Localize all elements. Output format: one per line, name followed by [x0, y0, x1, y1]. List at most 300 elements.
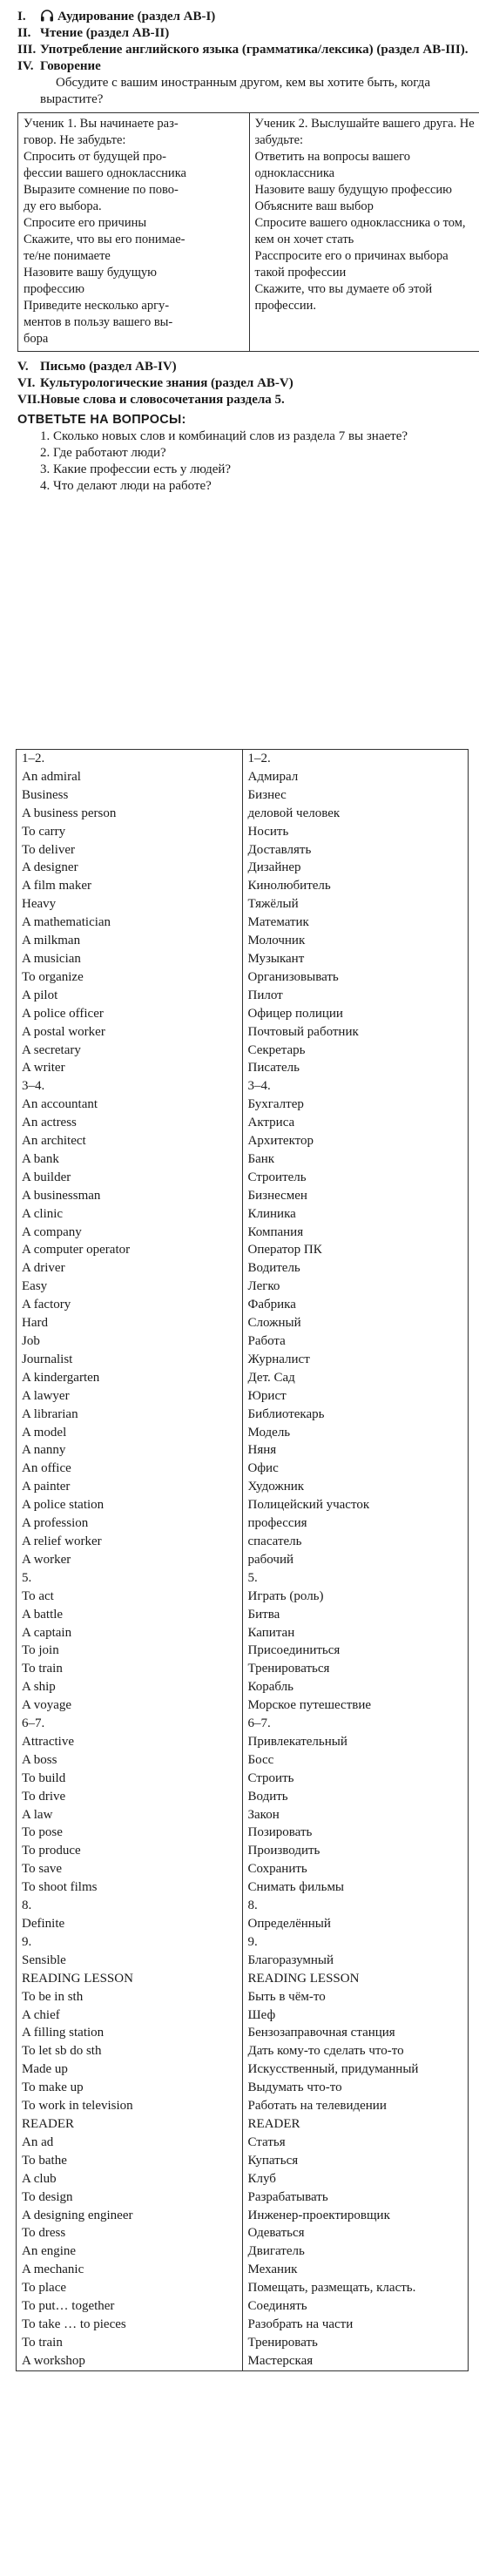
- russian-translation: 8.: [242, 1897, 469, 1915]
- russian-translation: Статья: [242, 2134, 469, 2152]
- english-term: Attractive: [17, 1733, 243, 1751]
- section-number: I.: [17, 10, 26, 24]
- russian-translation: Быть в чём-то: [242, 1988, 469, 2006]
- russian-translation: Тренироваться: [242, 1660, 469, 1678]
- dialogue-line: Скажите, что вы думаете об этой профессии.: [254, 282, 433, 313]
- english-term: 9.: [17, 1933, 243, 1952]
- english-term: Job: [17, 1332, 243, 1351]
- russian-translation: Офис: [242, 1460, 469, 1478]
- vocabulary-row: [17, 1569, 469, 1588]
- russian-translation: Капитан: [242, 1624, 469, 1642]
- english-term: A painter: [17, 1478, 243, 1496]
- english-term: A milkman: [17, 932, 243, 950]
- section-new-words: [17, 392, 470, 408]
- vocabulary-row: [17, 1696, 469, 1715]
- russian-translation: Библиотекарь: [242, 1406, 469, 1424]
- english-term: A musician: [17, 950, 243, 968]
- russian-translation: Снимать фильмы: [242, 1878, 469, 1897]
- dialogue-line: профессию: [24, 282, 84, 296]
- russian-translation: Битва: [242, 1606, 469, 1624]
- vocabulary-row: [17, 1351, 469, 1369]
- english-term: To take … to pieces: [17, 2316, 243, 2334]
- vocabulary-row: [17, 1588, 469, 1606]
- english-term: To deliver: [17, 841, 243, 860]
- english-term: Made up: [17, 2060, 243, 2079]
- vocabulary-row: [17, 1387, 469, 1406]
- vocabulary-row: [17, 987, 469, 1005]
- russian-translation: Строить: [242, 1770, 469, 1788]
- russian-translation: Двигатель: [242, 2242, 469, 2261]
- vocabulary-row: [17, 1296, 469, 1314]
- russian-translation: 5.: [242, 1569, 469, 1588]
- russian-translation: Музыкант: [242, 950, 469, 968]
- english-term: A worker: [17, 1551, 243, 1569]
- english-term: Sensible: [17, 1952, 243, 1970]
- vocabulary-row: [17, 1241, 469, 1259]
- dialogue-line: Ответить на вопросы вашего одноклассника: [254, 150, 410, 180]
- dialogue-line: ду его выбора.: [24, 199, 102, 213]
- english-term: A designer: [17, 859, 243, 877]
- english-term: A clinic: [17, 1205, 243, 1224]
- vocabulary-row: [17, 1806, 469, 1824]
- russian-translation: Морское путешествие: [242, 1696, 469, 1715]
- vocabulary-row: [17, 914, 469, 932]
- english-term: To build: [17, 1770, 243, 1788]
- russian-translation: Актриса: [242, 1114, 469, 1132]
- questions-heading: ОТВЕТЬТЕ НА ВОПРОСЫ:: [17, 413, 186, 427]
- russian-translation: Работа: [242, 1332, 469, 1351]
- speaking-task: Обсудите с вашим иностранным другом, кем вы хотите быть, когда вырастите?: [40, 76, 430, 106]
- vocabulary-row: [17, 1077, 469, 1096]
- dialogue-line: Ученик 2. Выслушайте вашего друга. Не забудьте:: [254, 117, 475, 147]
- vocabulary-row: [17, 1150, 469, 1169]
- english-term: 1–2.: [17, 750, 243, 768]
- english-term: A model: [17, 1424, 243, 1442]
- russian-translation: Бензозаправочная станция: [242, 2024, 469, 2042]
- english-term: To organize: [17, 968, 243, 987]
- vocabulary-row: [17, 2024, 469, 2042]
- vocabulary-row: [17, 2115, 469, 2134]
- vocabulary-row: [17, 968, 469, 987]
- vocabulary-row: [17, 1441, 469, 1460]
- vocabulary-body: [17, 750, 469, 2371]
- vocabulary-row: [17, 1224, 469, 1242]
- english-term: A police officer: [17, 1005, 243, 1023]
- vocabulary-row: [17, 768, 469, 786]
- vocabulary-row: [17, 1187, 469, 1205]
- vocabulary-row: [17, 2134, 469, 2152]
- vocabulary-row: [17, 2006, 469, 2025]
- vocabulary-row: [17, 932, 469, 950]
- vocabulary-row: [17, 2261, 469, 2279]
- dialogue-line: Приведите несколько аргу-: [24, 299, 170, 313]
- english-term: A club: [17, 2170, 243, 2188]
- dialogue-line: Ученик 1. Вы начинаете раз-: [24, 117, 179, 131]
- english-term: 3–4.: [17, 1077, 243, 1096]
- headphones-icon: [40, 10, 54, 22]
- russian-translation: 9.: [242, 1933, 469, 1952]
- vocabulary-row: [17, 950, 469, 968]
- english-term: A profession: [17, 1514, 243, 1533]
- section-label: Аудирование (раздел АВ-I): [57, 10, 216, 24]
- english-term: To drive: [17, 1788, 243, 1806]
- russian-translation: Выдумать что-то: [242, 2079, 469, 2097]
- english-term: To carry: [17, 823, 243, 841]
- english-term: A secretary: [17, 1042, 243, 1060]
- vocabulary-row: [17, 859, 469, 877]
- russian-translation: Играть (роль): [242, 1588, 469, 1606]
- vocabulary-row: [17, 2170, 469, 2188]
- english-term: A lawyer: [17, 1387, 243, 1406]
- english-term: A police station: [17, 1496, 243, 1514]
- tasks-block: [17, 9, 475, 495]
- vocabulary-row: [17, 823, 469, 841]
- russian-translation: Тренировать: [242, 2334, 469, 2352]
- english-term: 6–7.: [17, 1715, 243, 1733]
- english-term: READER: [17, 2115, 243, 2134]
- vocabulary-row: [17, 1897, 469, 1915]
- english-term: An accountant: [17, 1096, 243, 1114]
- english-term: A librarian: [17, 1406, 243, 1424]
- vocabulary-row: [17, 750, 469, 768]
- english-term: A designing engineer: [17, 2207, 243, 2225]
- section-label: Новые слова и словосочетания раздела 5.: [40, 393, 285, 407]
- dialogue-line: Спросите его причины: [24, 216, 147, 230]
- vocabulary-row: [17, 1733, 469, 1751]
- russian-translation: Почтовый работник: [242, 1023, 469, 1042]
- vocabulary-row: [17, 1751, 469, 1770]
- question-item: 4. Что делают люди на работе?: [40, 479, 212, 493]
- russian-translation: Легко: [242, 1278, 469, 1296]
- english-term: An engine: [17, 2242, 243, 2261]
- russian-translation: рабочий: [242, 1551, 469, 1569]
- russian-translation: 3–4.: [242, 1077, 469, 1096]
- russian-translation: Закон: [242, 1806, 469, 1824]
- english-term: Easy: [17, 1278, 243, 1296]
- russian-translation: Сложный: [242, 1314, 469, 1332]
- dialogue-line: фессии вашего одноклассника: [24, 166, 186, 180]
- vocabulary-row: [17, 805, 469, 823]
- english-term: 5.: [17, 1569, 243, 1588]
- english-term: To shoot films: [17, 1878, 243, 1897]
- english-term: Hard: [17, 1314, 243, 1332]
- vocabulary-row: [17, 2207, 469, 2225]
- russian-translation: Производить: [242, 1842, 469, 1860]
- dialogue-line: Выразите сомнение по пово-: [24, 183, 179, 197]
- vocabulary-row: [17, 1715, 469, 1733]
- russian-translation: Бизнес: [242, 786, 469, 805]
- english-term: To bathe: [17, 2152, 243, 2170]
- english-term: A law: [17, 1806, 243, 1824]
- english-term: A filling station: [17, 2024, 243, 2042]
- english-term: To let sb do sth: [17, 2042, 243, 2060]
- english-term: To save: [17, 1860, 243, 1878]
- vocabulary-table: [16, 749, 469, 2371]
- dialogue-line: Назовите вашу будущую профессию: [254, 183, 453, 197]
- russian-translation: Компания: [242, 1224, 469, 1242]
- russian-translation: Позировать: [242, 1824, 469, 1842]
- english-term: To put… together: [17, 2297, 243, 2316]
- dialogue-line: бора: [24, 332, 49, 346]
- vocabulary-row: [17, 1878, 469, 1897]
- section-number: VI.: [17, 376, 36, 390]
- vocabulary-row: [17, 1970, 469, 1988]
- russian-translation: Присоединиться: [242, 1642, 469, 1660]
- russian-translation: Мастерская: [242, 2352, 469, 2370]
- vocabulary-row: [17, 786, 469, 805]
- russian-translation: Корабль: [242, 1678, 469, 1696]
- section-label: Чтение (раздел АВ-II): [40, 26, 170, 40]
- section-number: III.: [17, 43, 37, 57]
- vocabulary-row: [17, 1952, 469, 1970]
- english-term: Heavy: [17, 895, 243, 914]
- russian-translation: Водитель: [242, 1259, 469, 1278]
- russian-translation: Разобрать на части: [242, 2316, 469, 2334]
- russian-translation: Няня: [242, 1441, 469, 1460]
- dialogue-line: Спросите вашего одноклассника о том, кем он хочет стать: [254, 216, 466, 246]
- english-term: An ad: [17, 2134, 243, 2152]
- vocabulary-row: [17, 1042, 469, 1060]
- russian-translation: Соединять: [242, 2297, 469, 2316]
- vocabulary-row: [17, 1205, 469, 1224]
- english-term: To place: [17, 2279, 243, 2297]
- section-reading: [17, 25, 470, 42]
- russian-translation: Благоразумный: [242, 1952, 469, 1970]
- english-term: A nanny: [17, 1441, 243, 1460]
- section-label: Письмо (раздел АВ-IV): [40, 360, 177, 374]
- english-term: A workshop: [17, 2352, 243, 2370]
- vocabulary-row: [17, 1551, 469, 1569]
- vocabulary-row: [17, 2188, 469, 2207]
- question-item: 3. Какие профессии есть у людей?: [40, 462, 232, 476]
- english-term: To design: [17, 2188, 243, 2207]
- russian-translation: Дать кому-то сделать что-то: [242, 2042, 469, 2060]
- vocabulary-row: [17, 2334, 469, 2352]
- english-term: A chief: [17, 2006, 243, 2025]
- russian-translation: Шеф: [242, 2006, 469, 2025]
- russian-translation: Банк: [242, 1150, 469, 1169]
- vocabulary-row: [17, 1005, 469, 1023]
- vocabulary-row: [17, 1624, 469, 1642]
- english-term: To act: [17, 1588, 243, 1606]
- english-term: A postal worker: [17, 1023, 243, 1042]
- english-term: To train: [17, 2334, 243, 2352]
- section-label: Говорение: [40, 59, 101, 73]
- vocabulary-row: [17, 1096, 469, 1114]
- russian-translation: Дизайнер: [242, 859, 469, 877]
- russian-translation: Архитектор: [242, 1132, 469, 1150]
- vocabulary-row: [17, 2352, 469, 2370]
- english-term: 8.: [17, 1897, 243, 1915]
- russian-translation: Юрист: [242, 1387, 469, 1406]
- question-item: 1. Сколько новых слов и комбинаций слов из раздела 7 вы знаете?: [40, 429, 408, 443]
- vocabulary-row: [17, 1824, 469, 1842]
- vocabulary-row: [17, 2279, 469, 2297]
- russian-translation: Инженер-проектировщик: [242, 2207, 469, 2225]
- english-term: A relief worker: [17, 1533, 243, 1551]
- vocabulary-row: [17, 2060, 469, 2079]
- vocabulary-row: [17, 1770, 469, 1788]
- section-label: Культурологические знания (раздел АВ-V): [40, 376, 293, 390]
- dialogue-table: [17, 112, 479, 352]
- english-term: To make up: [17, 2079, 243, 2097]
- dialogue-line: Назовите вашу будущую: [24, 266, 157, 280]
- vocabulary-row: [17, 1259, 469, 1278]
- russian-translation: Пилот: [242, 987, 469, 1005]
- english-term: Business: [17, 786, 243, 805]
- russian-translation: спасатель: [242, 1533, 469, 1551]
- vocabulary-row: [17, 1478, 469, 1496]
- russian-translation: Строитель: [242, 1169, 469, 1187]
- vocabulary-row: [17, 1933, 469, 1952]
- dialogue-student-1: [18, 113, 250, 352]
- vocabulary-row: [17, 2224, 469, 2242]
- english-term: To pose: [17, 1824, 243, 1842]
- vocabulary-row: [17, 1915, 469, 1933]
- english-term: A bank: [17, 1150, 243, 1169]
- russian-translation: Носить: [242, 823, 469, 841]
- russian-translation: деловой человек: [242, 805, 469, 823]
- english-term: A businessman: [17, 1187, 243, 1205]
- english-term: A company: [17, 1224, 243, 1242]
- russian-translation: Кинолюбитель: [242, 877, 469, 895]
- english-term: To be in sth: [17, 1988, 243, 2006]
- vocabulary-row: [17, 1514, 469, 1533]
- vocabulary-row: [17, 1114, 469, 1132]
- russian-translation: READING LESSON: [242, 1970, 469, 1988]
- russian-translation: Молочник: [242, 932, 469, 950]
- english-term: A business person: [17, 805, 243, 823]
- russian-translation: Искусственный, придуманный: [242, 2060, 469, 2079]
- russian-translation: Помещать, размещать, класть.: [242, 2279, 469, 2297]
- russian-translation: Привлекательный: [242, 1733, 469, 1751]
- russian-translation: Оператор ПК: [242, 1241, 469, 1259]
- russian-translation: Полицейский участок: [242, 1496, 469, 1514]
- dialogue-line: говор. Не забудьте:: [24, 133, 126, 147]
- vocabulary-row: [17, 2297, 469, 2316]
- dialogue-line: ментов в пользу вашего вы-: [24, 315, 173, 329]
- section-culture: [17, 375, 470, 392]
- russian-translation: Фабрика: [242, 1296, 469, 1314]
- english-term: To dress: [17, 2224, 243, 2242]
- russian-translation: Водить: [242, 1788, 469, 1806]
- russian-translation: профессия: [242, 1514, 469, 1533]
- russian-translation: Бизнесмен: [242, 1187, 469, 1205]
- section-number: II.: [17, 26, 31, 40]
- dialogue-line: Расспросите его о причинах выбора такой профессии: [254, 249, 449, 280]
- english-term: A ship: [17, 1678, 243, 1696]
- russian-translation: Одеваться: [242, 2224, 469, 2242]
- vocabulary-row: [17, 1533, 469, 1551]
- russian-translation: Сохранить: [242, 1860, 469, 1878]
- russian-translation: Тяжёлый: [242, 895, 469, 914]
- russian-translation: Определённый: [242, 1915, 469, 1933]
- section-label: Употребление английского языка (грамматика/лексика) (раздел АВ-III).: [40, 43, 469, 57]
- vocabulary-row: [17, 1314, 469, 1332]
- question-item: 2. Где работают люди?: [40, 446, 166, 460]
- russian-translation: Организовывать: [242, 968, 469, 987]
- russian-translation: Работать на телевидении: [242, 2097, 469, 2115]
- vocabulary-row: [17, 1023, 469, 1042]
- russian-translation: Бухгалтер: [242, 1096, 469, 1114]
- english-term: A mechanic: [17, 2261, 243, 2279]
- vocabulary-row: [17, 841, 469, 860]
- english-term: A writer: [17, 1059, 243, 1077]
- english-term: A kindergarten: [17, 1369, 243, 1387]
- vocabulary-row: [17, 1460, 469, 1478]
- russian-translation: Разрабатывать: [242, 2188, 469, 2207]
- vocabulary-row: [17, 1496, 469, 1514]
- vocabulary-row: [17, 2097, 469, 2115]
- vocabulary-row: [17, 1169, 469, 1187]
- english-term: A film maker: [17, 877, 243, 895]
- vocabulary-row: [17, 877, 469, 895]
- vocabulary-row: [17, 1988, 469, 2006]
- english-term: An architect: [17, 1132, 243, 1150]
- english-term: A pilot: [17, 987, 243, 1005]
- russian-translation: Босс: [242, 1751, 469, 1770]
- english-term: READING LESSON: [17, 1970, 243, 1988]
- russian-translation: Дет. Сад: [242, 1369, 469, 1387]
- vocabulary-row: [17, 1059, 469, 1077]
- english-term: To train: [17, 1660, 243, 1678]
- russian-translation: Клуб: [242, 2170, 469, 2188]
- section-number: V.: [17, 360, 29, 374]
- russian-translation: 1–2.: [242, 750, 469, 768]
- dialogue-line: те/не понимаете: [24, 249, 111, 263]
- english-term: Definite: [17, 1915, 243, 1933]
- dialogue-line: Объясните ваш выбор: [254, 199, 374, 213]
- vocabulary-row: [17, 2079, 469, 2097]
- vocabulary-row: [17, 1278, 469, 1296]
- vocabulary-row: [17, 1642, 469, 1660]
- vocabulary-row: [17, 1332, 469, 1351]
- vocabulary-row: [17, 1660, 469, 1678]
- vocabulary-row: [17, 1788, 469, 1806]
- section-listening: [17, 9, 470, 25]
- russian-translation: Секретарь: [242, 1042, 469, 1060]
- english-term: A captain: [17, 1624, 243, 1642]
- russian-translation: Доставлять: [242, 841, 469, 860]
- russian-translation: Купаться: [242, 2152, 469, 2170]
- section-speaking: [17, 58, 470, 75]
- english-term: To join: [17, 1642, 243, 1660]
- english-term: An office: [17, 1460, 243, 1478]
- russian-translation: 6–7.: [242, 1715, 469, 1733]
- vocabulary-row: [17, 1860, 469, 1878]
- dialogue-line: Спросить от будущей про-: [24, 150, 166, 164]
- vocabulary-row: [17, 1406, 469, 1424]
- english-term: A driver: [17, 1259, 243, 1278]
- dialogue-line: Скажите, что вы его понимае-: [24, 233, 186, 246]
- english-term: To work in television: [17, 2097, 243, 2115]
- russian-translation: Художник: [242, 1478, 469, 1496]
- russian-translation: Писатель: [242, 1059, 469, 1077]
- english-term: A computer operator: [17, 1241, 243, 1259]
- section-number: VII.: [17, 393, 41, 407]
- english-term: To produce: [17, 1842, 243, 1860]
- english-term: A mathematician: [17, 914, 243, 932]
- section-writing: [17, 359, 470, 375]
- vocabulary-row: [17, 1424, 469, 1442]
- vocabulary-row: [17, 2316, 469, 2334]
- dialogue-student-2: [249, 113, 479, 352]
- english-term: A factory: [17, 1296, 243, 1314]
- english-term: Journalist: [17, 1351, 243, 1369]
- english-term: An actress: [17, 1114, 243, 1132]
- russian-translation: Офицер полиции: [242, 1005, 469, 1023]
- english-term: A battle: [17, 1606, 243, 1624]
